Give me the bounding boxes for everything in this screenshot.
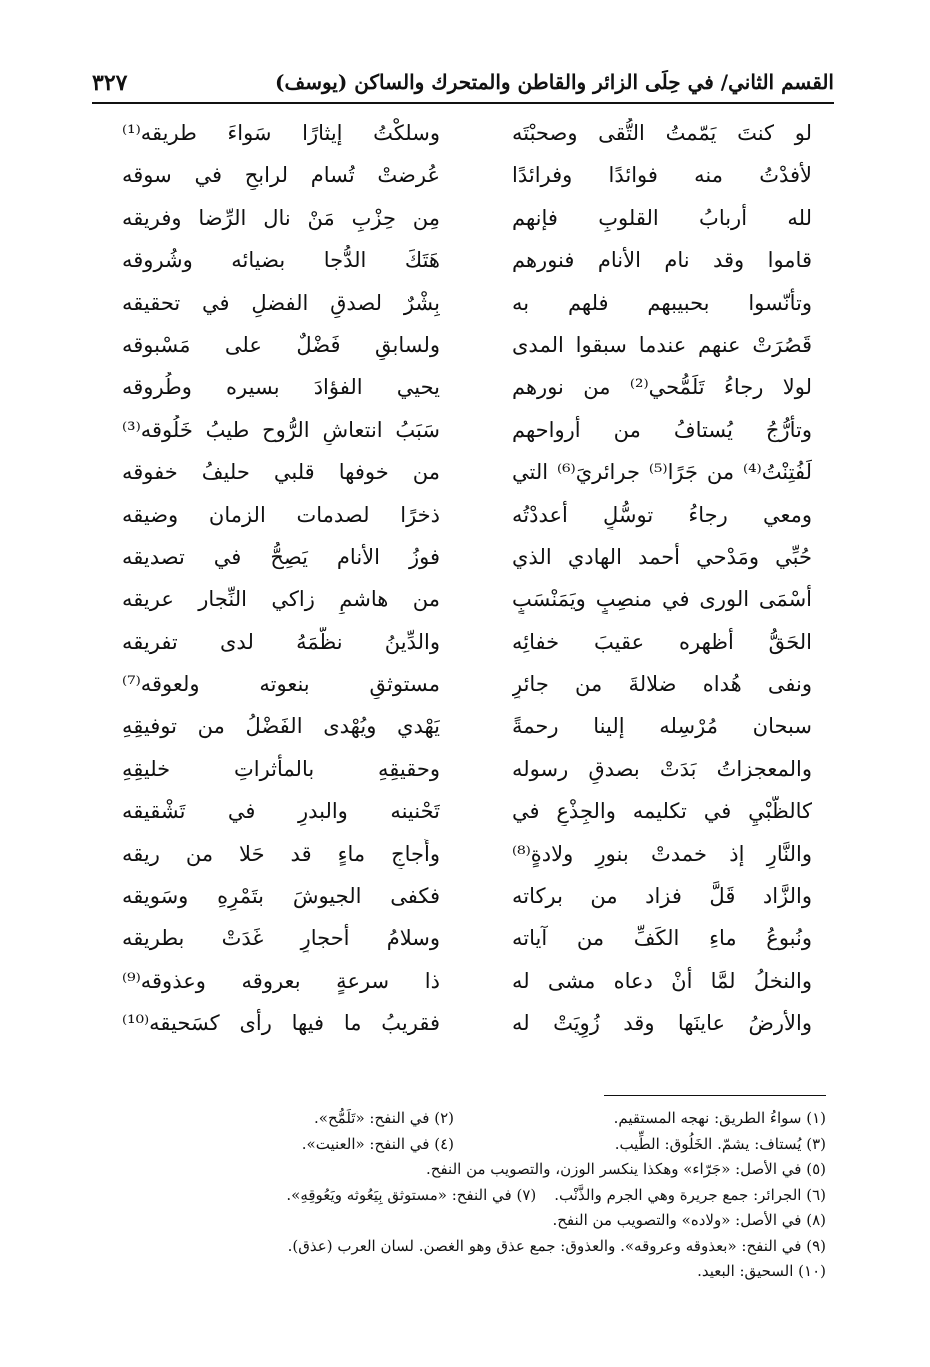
- verse-first-hemistich: وتأنّسوا بحبيبهم فلهم به: [512, 290, 812, 315]
- verse-first-hemistich: حُبِّي ومَدْحي أحمد الهادي الذي: [512, 544, 812, 569]
- verse-row: [92, 324, 834, 366]
- verse-first-hemistich: قاموا وقد نام الأنام فنورهم: [512, 248, 812, 273]
- verse-first-hemistich: والمعجزاتُ بَدَتْ بصدقِ رسوله: [512, 756, 812, 781]
- verse-first-hemistich: والزَّاد قَلَّ فزاد من بركاته: [512, 884, 812, 909]
- verse-second-hemistich: فوزُ الأنام يَصِحُّ في تصديقه: [122, 544, 440, 569]
- verse-second-hemistich: تَحْنينه والبدرِ في تَشْقيقه: [122, 799, 440, 824]
- verse-second-hemistich: فقريبُ ما فيها رأى كسَحيقه⁽¹⁰⁾: [122, 1011, 440, 1036]
- verse-row: [92, 112, 834, 154]
- running-title: القسم الثاني/ في حِلَى الزائر والقاطن والمتحرك والساكن (يوسف): [275, 70, 834, 94]
- verse-row: [92, 197, 834, 239]
- verse-row: [92, 790, 834, 832]
- verse-second-hemistich: عُرضتْ تُسام لرابحٍ في سوقه: [122, 163, 440, 188]
- verse-second-hemistich: مِن حِزْبِ مَنْ نال الرِّضا وفريقه: [122, 205, 440, 230]
- verse-first-hemistich: قَصُرَتْ عنهم عندما سبقوا المدى: [512, 332, 812, 357]
- page-number: ٣٢٧: [92, 70, 128, 96]
- verse-row: [92, 409, 834, 451]
- verse-first-hemistich: لو كنتَ يَمّمتُ التُّقى وصحبْتَه: [512, 121, 812, 145]
- verse-first-hemistich: سبحان مُرْسِله إلينا رحمةً: [512, 714, 812, 739]
- footnote-10: (١٠) السحيق: البعيد.: [697, 1262, 826, 1280]
- page-header: [92, 66, 834, 104]
- verse-first-hemistich: والنخلُ لمَّا أنْ دعاه مشى له: [512, 968, 812, 993]
- verse-second-hemistich: ولسابقٍ فَضْلٌ على مَسْبوقه: [122, 332, 440, 357]
- footnote-3: (٣) يُستاف: يشمّ. الخَلُوق: الطِّيب.: [614, 1134, 826, 1153]
- verse-row: [92, 833, 834, 875]
- verse-second-hemistich: يحيي الفؤادَ بسيره وطُروقه: [122, 375, 440, 400]
- verse-second-hemistich: والدِّينُ نظَّمَهُ لدى تفريقه: [122, 629, 440, 654]
- verse-first-hemistich: ونفى هُداه ضلالةَ من جائرٍ: [512, 672, 812, 697]
- verse-first-hemistich: ونُبوعُ ماءِ الكَفِّ من آياته: [512, 926, 812, 951]
- footnote-4: (٤) في النفح: «العنيت».: [301, 1134, 454, 1153]
- verse-row: [92, 451, 834, 493]
- footnote-row: [106, 1106, 826, 1132]
- verse-first-hemistich: ومعي رجاءُ توسُّلٍ أعددْتُه: [512, 502, 812, 527]
- footnote-row: [106, 1132, 826, 1158]
- verse-second-hemistich: وأُجاجِ ماءٍ قد حَلا من ريقه: [122, 841, 440, 866]
- footnotes: [106, 1106, 826, 1285]
- verse-row: [92, 663, 834, 705]
- footnote-6: (٦) الجرائر: جمع جريرة وهي الجرم والذَّنْب.: [554, 1185, 826, 1204]
- verse-row: [92, 494, 834, 536]
- verse-row: [92, 578, 834, 620]
- verse-second-hemistich: من هاشمٍ زاكي النِّجار عريقه: [122, 587, 440, 612]
- verse-second-hemistich: وسلامُ أحجارٍ غَدَتْ بطريقه: [122, 926, 440, 951]
- verse-second-hemistich: وسلكْتُ إيثارًا سَواءَ طريقه⁽¹⁾: [122, 121, 440, 145]
- verse-second-hemistich: فكفى الجيوشَ بتَمْرِهِ وسَويقه: [122, 884, 440, 909]
- verse-second-hemistich: ذا سرعةٍ بعروقه وعذوقه⁽⁹⁾: [122, 968, 440, 993]
- verse-first-hemistich: أسْمَى الورى في منصِبٍ ويَمَنْسَبٍ: [512, 587, 812, 612]
- verse-row: [92, 917, 834, 959]
- footnote-divider: [604, 1095, 826, 1096]
- verse-second-hemistich: وحقيقِهِ بالمأثراتِ خليقِهِ: [122, 756, 440, 781]
- verse-second-hemistich: من خوفها قلبي حليفُ خفوقه: [122, 460, 440, 485]
- footnote-2: (٢) في النفح: «تَلَمُّح».: [314, 1109, 454, 1127]
- verse-second-hemistich: ذخرًا لصدمات الزمان وضيقه: [122, 502, 440, 527]
- verse-row: [92, 621, 834, 663]
- verse-first-hemistich: وتأرُّجُ يُستافُ من أرواحهم: [512, 417, 812, 442]
- verse-second-hemistich: سَبَبُ انتعاشِ الرُّوح طيبُ خَلُوقه⁽³⁾: [122, 417, 440, 442]
- verse-first-hemistich: لولا رجاءُ تَلَمُّحي⁽²⁾ من نورهم: [512, 375, 812, 400]
- verse-first-hemistich: لله أربابُ القلوبِ فإنهم: [512, 205, 812, 230]
- verse-first-hemistich: لَفُتِنْتُ⁽⁴⁾ من جَرًا⁽⁵⁾ جرائريَ⁽⁶⁾ التي: [512, 460, 812, 485]
- footnote-5: (٥) في الأصل: «جَرّاء» وهكذا ينكسر الوزن، والتصويب من النفح.: [426, 1160, 826, 1178]
- verse-row: [92, 875, 834, 917]
- footnote-row: [106, 1183, 826, 1209]
- verse-row: [92, 154, 834, 196]
- footnote-1: (١) سواءُ الطريق: نهجه المستقيم.: [613, 1109, 826, 1127]
- footnote-8: (٨) في الأصل: «ولاده» والتصويب من النفح.: [552, 1211, 826, 1229]
- verse-second-hemistich: يَهْدي ويُهْدى الفَضْلُ من توفيقِهِ: [122, 714, 440, 739]
- verse-row: [92, 536, 834, 578]
- verse-first-hemistich: كالظَّبْيِ في تكليمه والجِذْعِ في: [512, 799, 812, 824]
- verse-first-hemistich: والنَّارِ إذ خمدتْ بنورِ ولادةٍ⁽⁸⁾: [512, 841, 812, 866]
- verse-first-hemistich: الحَقُّ أظهره عقيبَ خفائِه: [512, 629, 812, 654]
- verse-row: [92, 748, 834, 790]
- verse-row: [92, 1002, 834, 1044]
- poem-verses: [92, 112, 834, 1045]
- verse-second-hemistich: مستوثقٍ بنعوته ولعوقه⁽⁷⁾: [122, 672, 440, 697]
- verse-second-hemistich: بِشْرٌ لصدقِ الفضلِ في تحقيقه: [122, 290, 440, 315]
- verse-second-hemistich: هَتَكَ الدُّجا بضيائه وشُروقه: [122, 248, 440, 273]
- verse-row: [92, 960, 834, 1002]
- footnote-9: (٩) في النفح: «بعذوقه وعروقه». والعذوق: جمع عذق وهو الغصن. لسان العرب (عذق).: [287, 1236, 826, 1255]
- verse-row: [92, 239, 834, 281]
- verse-row: [92, 366, 834, 408]
- verse-first-hemistich: لأفدْتُ منه فوائدًا وفرائدًا: [512, 163, 812, 188]
- verse-first-hemistich: والأرضُ عاينَها وقد زُوِيَتْ له: [512, 1011, 812, 1036]
- verse-row: [92, 282, 834, 324]
- verse-row: [92, 705, 834, 747]
- footnote-7: (٧) في النفح: «مستوثق بِيَعُوثه ويَعُوقِهِ».: [286, 1185, 537, 1204]
